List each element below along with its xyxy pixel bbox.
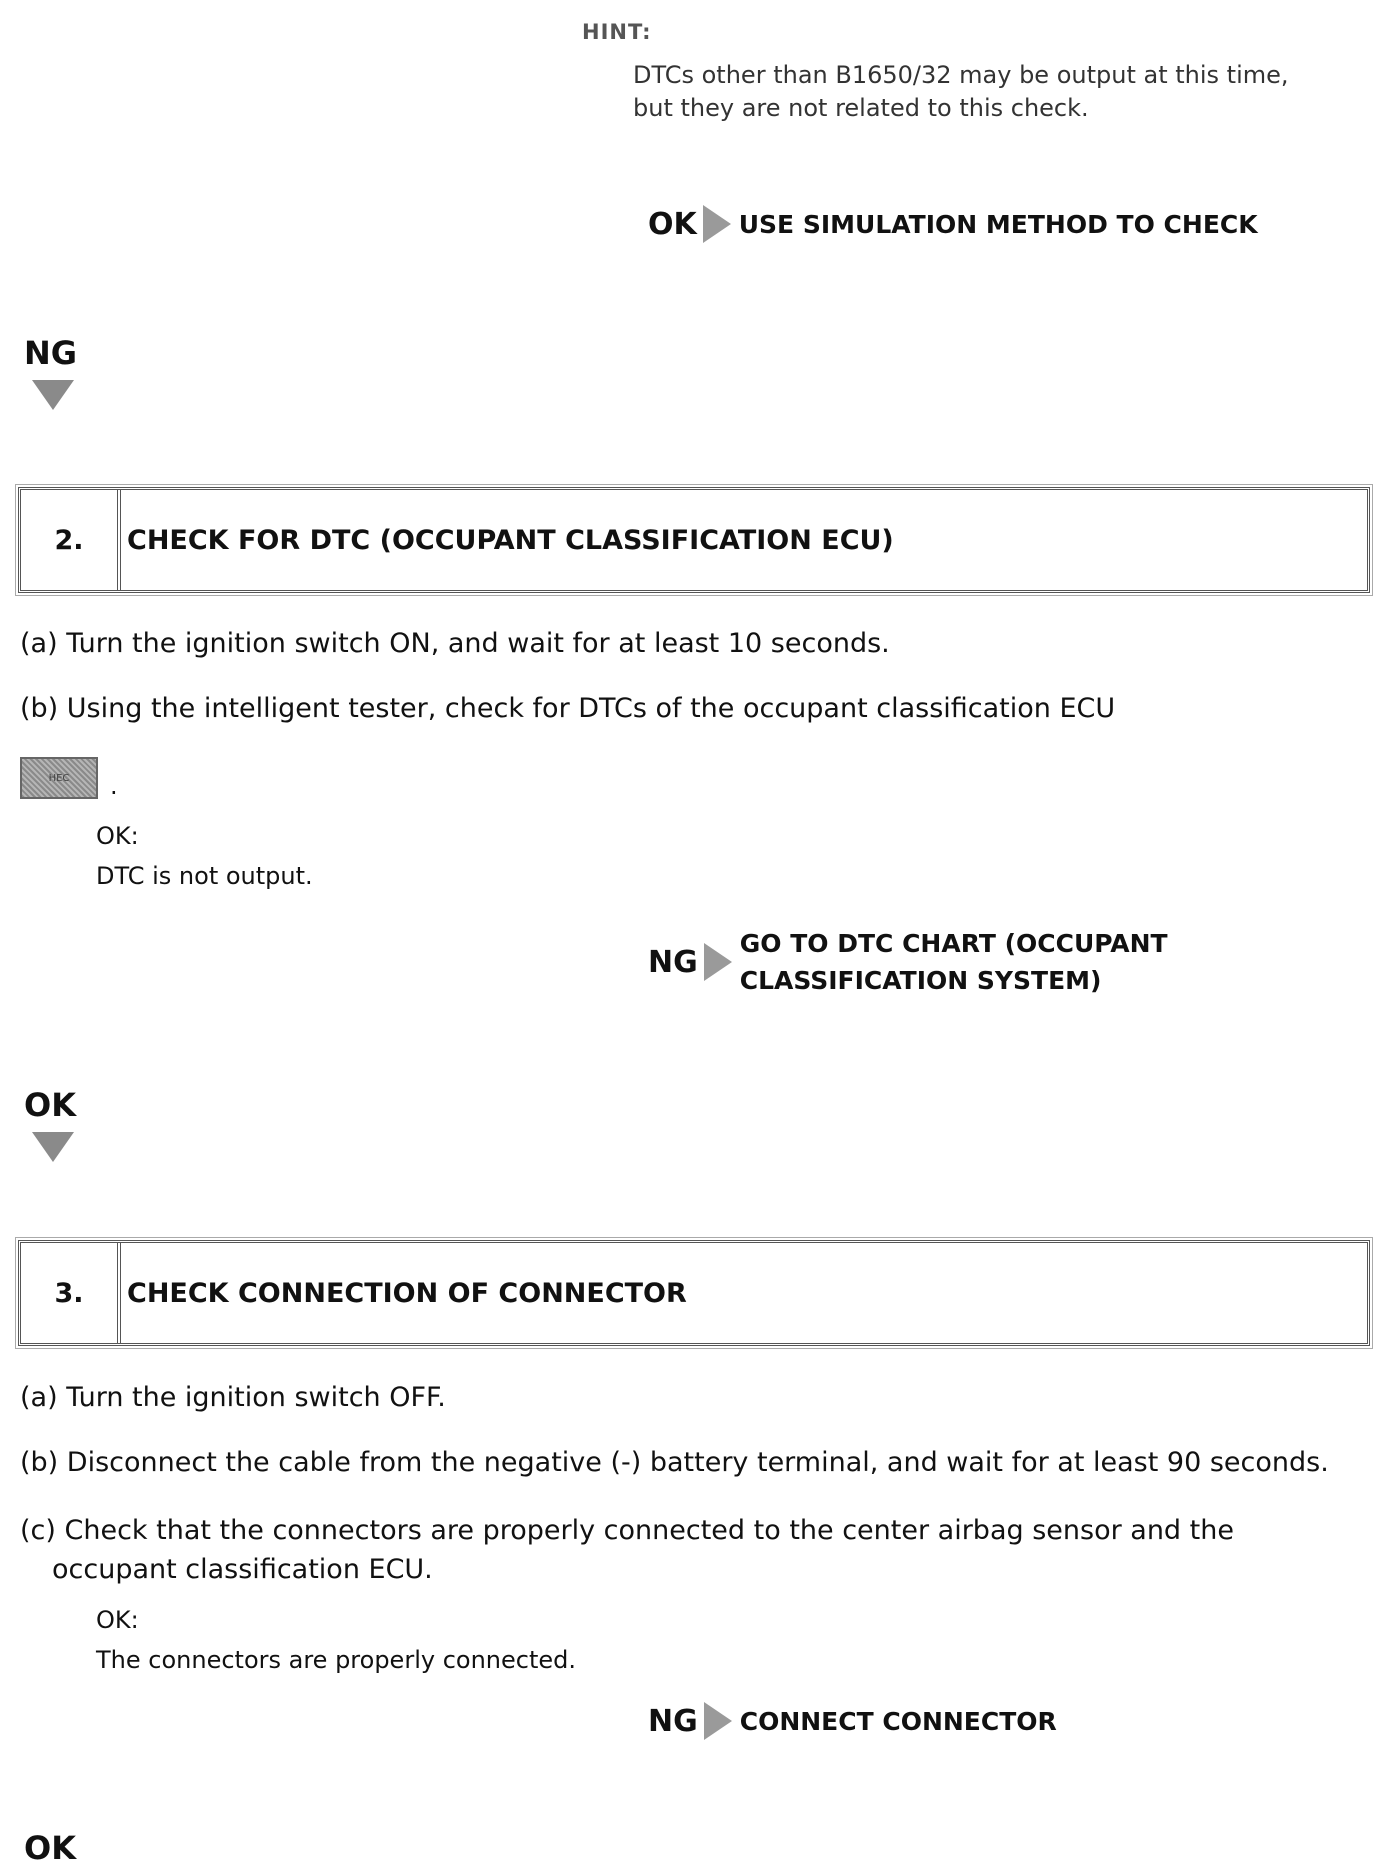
item-c-line-2: occupant classification ECU. <box>52 1554 433 1585</box>
result-action-line-2: CLASSIFICATION SYSTEM) <box>739 966 1102 995</box>
step-3-item-c <box>20 1511 1234 1589</box>
tester-icon <box>20 757 98 799</box>
flow-label: OK <box>24 1829 76 1867</box>
result-action <box>740 925 1168 999</box>
flow-ng <box>24 334 77 410</box>
ok-label: OK: <box>96 822 139 850</box>
hint-text <box>633 59 1353 125</box>
ok-label: OK: <box>96 1606 139 1634</box>
triangle-right-icon <box>704 1702 732 1740</box>
step-title: CHECK CONNECTION OF CONNECTOR <box>127 1277 687 1309</box>
step-number: 3. <box>21 1243 121 1343</box>
step-3-ok-spec <box>96 1600 576 1680</box>
step-2-ok-spec <box>96 816 313 896</box>
step-number: 2. <box>21 490 121 590</box>
step-3-header <box>18 1240 1370 1346</box>
result-label: OK <box>648 206 697 242</box>
result-action: USE SIMULATION METHOD TO CHECK <box>738 209 1258 239</box>
step-3-item-b: (b) Disconnect the cable from the negative (-) battery terminal, and wait for at least 90 seconds. <box>20 1447 1329 1478</box>
step-3-item-a: (a) Turn the ignition switch OFF. <box>20 1382 446 1413</box>
result-label: NG <box>648 944 698 980</box>
ok-text: DTC is not output. <box>96 862 313 890</box>
result-ng-connect <box>648 1702 1057 1740</box>
tester-icon-text: HEC <box>48 772 70 784</box>
step-title: CHECK FOR DTC (OCCUPANT CLASSIFICATION ECU) <box>127 524 894 556</box>
result-action-line-1: GO TO DTC CHART (OCCUPANT <box>739 929 1168 958</box>
triangle-right-icon <box>704 943 732 981</box>
step-2-item-b: (b) Using the intelligent tester, check for DTCs of the occupant classification ECU <box>20 693 1116 724</box>
result-ok-simulation <box>648 205 1258 243</box>
hint-title: HINT: <box>582 20 652 44</box>
period: . <box>110 772 118 800</box>
triangle-right-icon <box>703 205 731 243</box>
hint-line-1: DTCs other than B1650/32 may be output at this time, <box>633 61 1289 89</box>
flow-label: OK <box>24 1086 76 1124</box>
result-ng-dtc-chart <box>648 925 1168 999</box>
triangle-down-icon <box>32 380 74 410</box>
flow-ok-final <box>24 1829 76 1867</box>
triangle-down-icon <box>32 1132 74 1162</box>
result-action: CONNECT CONNECTOR <box>739 1706 1057 1736</box>
result-label: NG <box>648 1703 698 1739</box>
ok-text: The connectors are properly connected. <box>96 1646 576 1674</box>
step-2-header <box>18 487 1370 593</box>
step-2-item-a: (a) Turn the ignition switch ON, and wait for at least 10 seconds. <box>20 628 890 659</box>
flow-label: NG <box>24 334 78 372</box>
flow-ok <box>24 1086 76 1162</box>
hint-line-2: but they are not related to this check. <box>633 94 1089 122</box>
item-c-line-1: (c) Check that the connectors are properly connected to the center airbag sensor and the <box>20 1515 1234 1546</box>
